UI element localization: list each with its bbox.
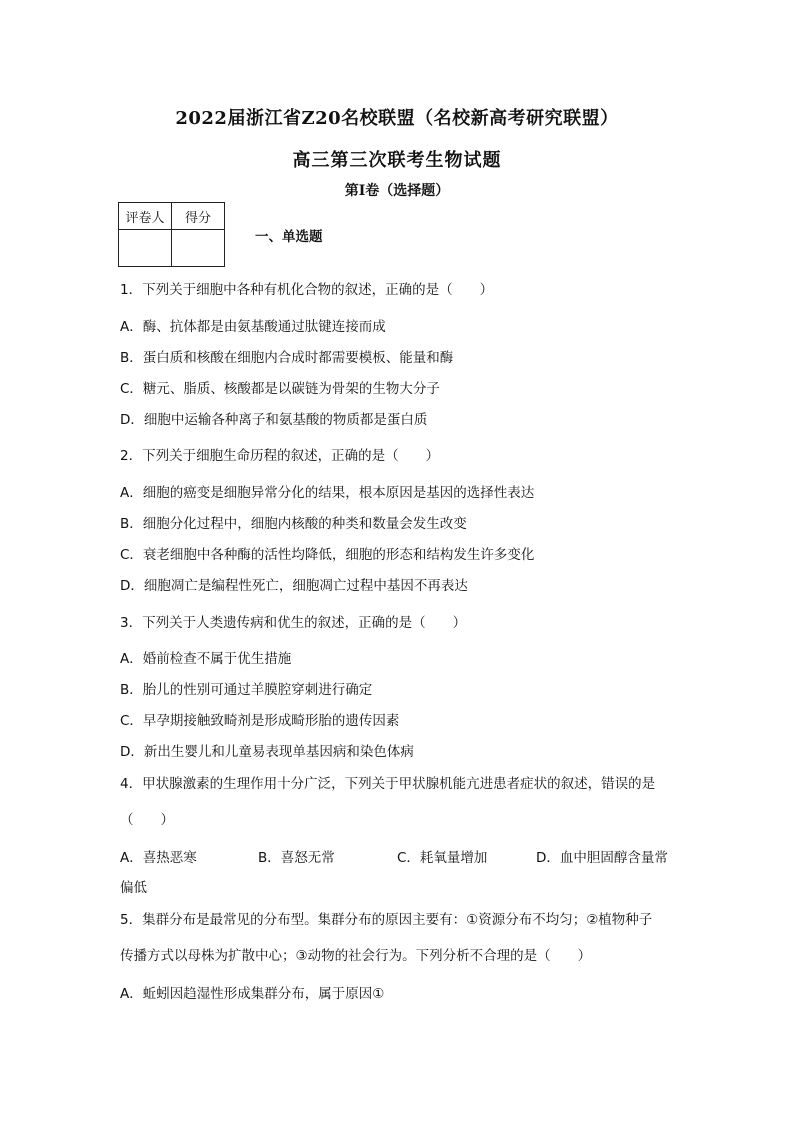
question-3-option-b: B．胎儿的性别可通过羊膜腔穿刺进行确定 xyxy=(120,682,373,698)
question-2-option-d: D．细胞凋亡是编程性死亡，细胞凋亡过程中基因不再表达 xyxy=(120,578,468,594)
question-3-option-c: C．早孕期接触致畸剂是形成畸形胎的遗传因素 xyxy=(120,713,400,729)
question-2-option-a: A．细胞的癌变是细胞异常分化的结果，根本原因是基因的选择性表达 xyxy=(120,485,535,501)
question-1-option-c: C．糖元、脂质、核酸都是以碳链为骨架的生物大分子 xyxy=(120,381,440,397)
question-4-option-b: B．喜怒无常 xyxy=(258,850,335,866)
question-stem-5: 5．集群分布是最常见的分布型。集群分布的原因主要有：①资源分布不均匀；②植物种子 xyxy=(120,912,653,928)
question-stem-5-cont: 传播方式以母株为扩散中心；③动物的社会行为。下列分析不合理的是（ ） xyxy=(120,948,592,964)
question-3-option-a: A．婚前检查不属于优生措施 xyxy=(120,651,292,667)
question-stem-4: 4．甲状腺激素的生理作用十分广泛，下列关于甲状腺机能亢进患者症状的叙述，错误的是 xyxy=(120,776,656,792)
question-1-option-d: D．细胞中运输各种离子和氨基酸的物质都是蛋白质 xyxy=(120,412,428,428)
score-table-grader-header: 评卷人 xyxy=(119,203,172,230)
score-table-score-header: 得分 xyxy=(172,203,225,230)
score-table-score-cell xyxy=(172,230,225,267)
exam-subtitle: 高三第三次联考生物试题 xyxy=(292,150,502,171)
question-5-option-a: A．蚯蚓因趋湿性形成集群分布，属于原因① xyxy=(120,986,385,1002)
question-stem-1: 1．下列关于细胞中各种有机化合物的叙述，正确的是（ ） xyxy=(120,282,494,298)
volume-heading: 第I卷（选择题） xyxy=(344,183,450,199)
question-4-option-d-cont: 偏低 xyxy=(120,880,147,896)
question-stem-3: 3．下列关于人类遗传病和优生的叙述，正确的是（ ） xyxy=(120,615,467,631)
question-3-option-d: D．新出生婴儿和儿童易表现单基因病和染色体病 xyxy=(120,744,414,760)
question-4-option-d: D．血中胆固醇含量常 xyxy=(536,850,668,866)
question-4-options xyxy=(120,846,680,866)
question-1-option-b: B．蛋白质和核酸在细胞内合成时都需要模板、能量和酶 xyxy=(120,350,454,366)
question-stem-4-cont: （ ） xyxy=(120,812,174,828)
section-heading: 一、单选题 xyxy=(255,229,323,245)
score-table-grader-cell xyxy=(119,230,172,267)
question-2-option-c: C．衰老细胞中各种酶的活性均降低，细胞的形态和结构发生许多变化 xyxy=(120,547,535,563)
exam-title: 2022届浙江省Z20名校联盟（名校新高考研究联盟） xyxy=(175,108,619,129)
score-table xyxy=(118,202,225,267)
question-4-option-a: A．喜热恶寒 xyxy=(120,850,197,866)
question-2-option-b: B．细胞分化过程中，细胞内核酸的种类和数量会发生改变 xyxy=(120,516,467,532)
question-stem-2: 2．下列关于细胞生命历程的叙述，正确的是（ ） xyxy=(120,448,440,464)
question-4-option-c: C．耗氧量增加 xyxy=(397,850,488,866)
question-1-option-a: A．酶、抗体都是由氨基酸通过肽键连接而成 xyxy=(120,319,386,335)
